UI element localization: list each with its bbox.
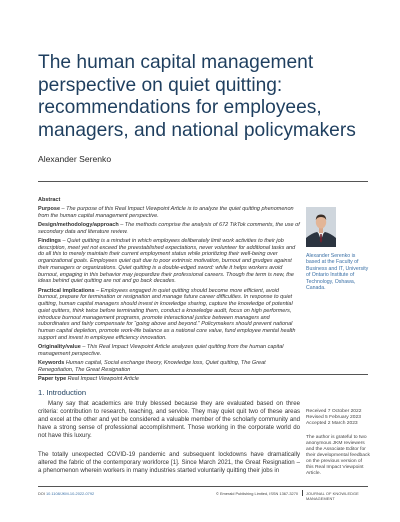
divider-footer bbox=[38, 486, 368, 487]
abstract-block bbox=[38, 197, 300, 382]
abstract-paper-type: Paper type Real Impact Viewpoint Article bbox=[38, 375, 139, 382]
doi-link[interactable]: 10.1108/JKM-10-2022-0792 bbox=[46, 491, 95, 496]
article-history bbox=[306, 409, 370, 427]
abstract-implications: Practical implications – Employees engaged in quiet quitting should become more efficient, avoid burnout, prepare for termination or resignation and manage future career difficulties. In response to quiet quitting, human capital managers should invest in knowledge sharing, capture the knowledge of potential quiet quitters, think twice before terminating them, conduct a knowledge audit, focus on high performers, introduce burnout management programs, promote interactional justice between managers and subordinates and fairly compensate for “going above and beyond.” Policymakers should prevent national human capital depletion, promote work-life balance as a national core value, fund employee mental health support and invest in employee efficiency innovation. bbox=[38, 287, 296, 341]
journal-name: JOURNAL OF KNOWLEDGE MANAGEMENT bbox=[306, 491, 359, 501]
abstract-findings: Findings – Quiet quitting is a mindset in which employees deliberately limit work activities to their job description, meet yet not exceed the preestablished expectations, never volunteer for additional tasks and do all this to merely maintain their current employment status while prioritizing their well-being over organizational goals. Employees quiet quit due to poor extrinsic motivation, burnout and grudges against their managers or organizations. Quiet quitting is a double-edged sword: while it helps workers avoid burnout, engaging in this behavior may jeopardize their professional careers. Though the term is new, the ideas behind quiet quitting are not and go back decades. bbox=[38, 237, 296, 285]
revised-date: Revised 5 February 2023 bbox=[306, 415, 361, 420]
publisher-info: © Emerald Publishing Limited, ISSN 1367-3270 bbox=[216, 491, 299, 496]
abstract-keywords: Keywords Human capital, Social exchange theory, Knowledge loss, Quiet quitting, The Great Renegotiation, The Great Resignation bbox=[38, 359, 266, 373]
doi-text: DOI 10.1108/JKM-10-2022-0792 bbox=[38, 491, 95, 496]
acknowledgment-note: The author is grateful to two anonymous JKM reviewers and the Associate Editor for their developmental feedback on the previous version of this Real Impact Viewpoint Article. bbox=[306, 435, 370, 476]
abstract-design: Design/methodology/approach – The methods comprise the analysis of 672 TikTok comments, the use of secondary data and literature review. bbox=[38, 222, 300, 235]
received-date: Received 7 October 2022 bbox=[306, 409, 362, 414]
divider-top bbox=[38, 181, 368, 182]
accepted-date: Accepted 2 March 2023 bbox=[306, 421, 358, 426]
page-footer bbox=[38, 491, 370, 499]
footer-separator bbox=[302, 490, 303, 496]
author-photo bbox=[306, 207, 336, 247]
author-bio: Alexander Serenko is based at the Faculty of Business and IT, University of Ontario Institute of Technology, Oshawa, Canada. bbox=[306, 253, 369, 292]
intro-paragraph-2: The totally unexpected COVID-19 pandemic and subsequent lockdowns have dramatically altered the fabric of the contemporary workforce [1]. Since March 2021, the Great Resignation – a phenomenon wherein workers in many industries started voluntarily quitting their jobs in bbox=[38, 451, 300, 474]
author-name: Alexander Serenko bbox=[38, 154, 112, 164]
divider-middle bbox=[38, 374, 368, 375]
abstract-purpose: Purpose – The purpose of this Real Impact Viewpoint Article is to analyze the quiet quitting phenomenon from the human capital management perspective. bbox=[38, 206, 294, 219]
abstract-heading: Abstract bbox=[38, 197, 61, 203]
abstract-originality: Originality/value – This Real Impact Viewpoint Article analyzes quiet quitting from the human capital management perspective. bbox=[38, 343, 284, 357]
section-heading-introduction: 1. Introduction bbox=[38, 388, 87, 397]
intro-paragraph-1: Many say that academics are truly blessed because they are evaluated based on three criteria: contribution to research, teaching, and service. They may quiet quit two of these areas and excel at the other and yet be considered a valuable member of the scholarly community and have a strong sense of professional accomplishment. Those working in the corporate world do not have this luxury. bbox=[38, 400, 300, 439]
paper-title: The human capital management perspective on quiet quitting: recommendations for employees, managers, and national policymakers bbox=[38, 52, 356, 141]
